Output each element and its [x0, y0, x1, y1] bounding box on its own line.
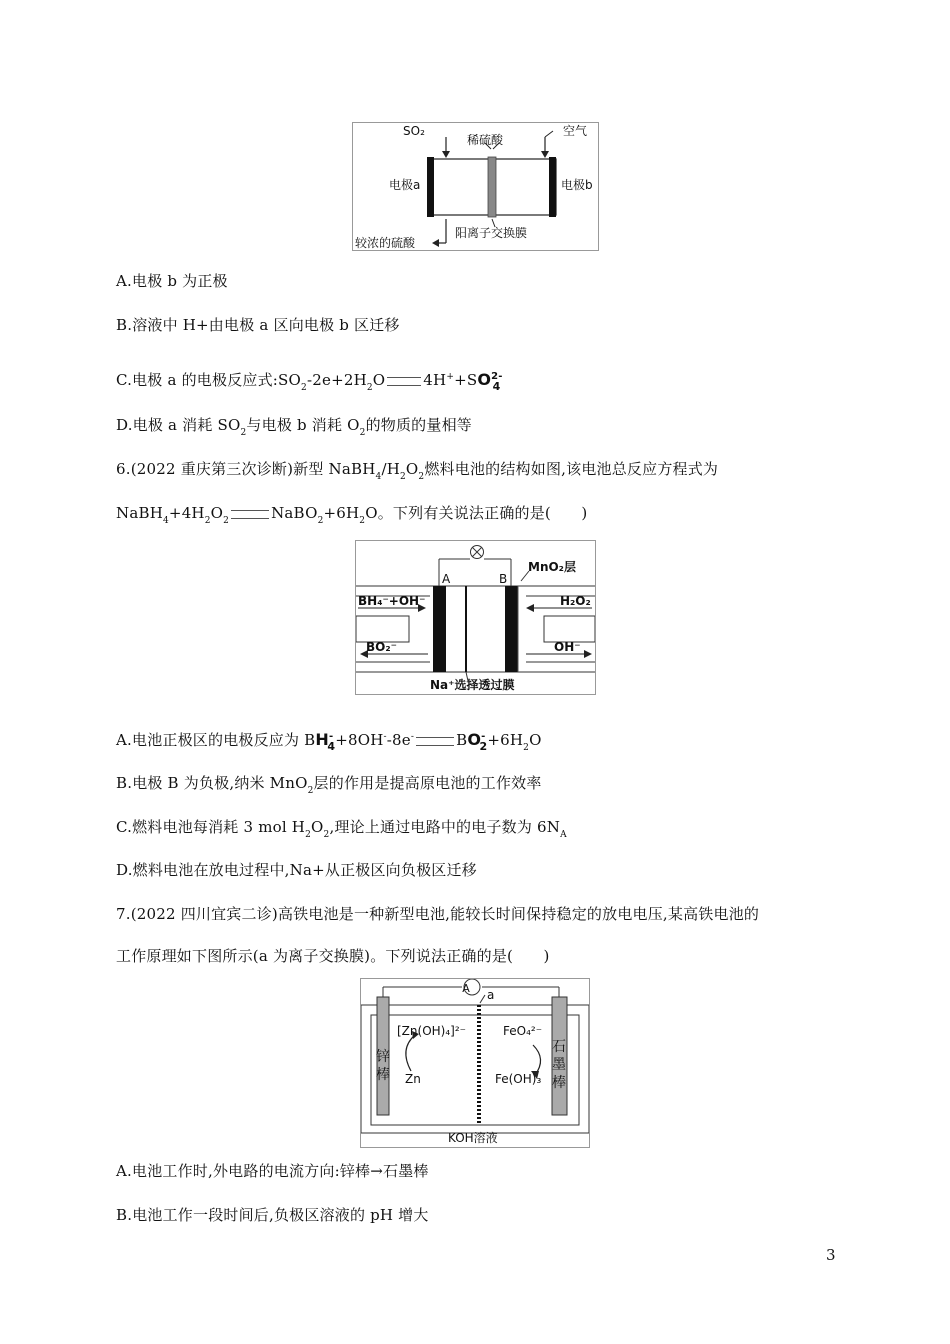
label-graphite-2: 墨 [552, 1057, 566, 1073]
label-electrode-a: 电极a [389, 178, 421, 192]
label-h2o2: H₂O₂ [560, 594, 591, 608]
label-concentrated-acid: 较浓的硫酸 [355, 236, 416, 250]
q7-option-b: B.电池工作一段时间后,负极区溶液的 pH 增大 [116, 1206, 429, 1224]
label-electrode-b: B [499, 572, 508, 586]
q6-option-d: D.燃料电池在放电过程中,Na+从正极区向负极区迁移 [116, 861, 477, 879]
label-dilute-acid: 稀硫酸 [467, 133, 504, 147]
label-koh: KOH溶液 [448, 1131, 498, 1145]
label-oh: OH⁻ [554, 640, 581, 654]
figure-so2-cell [352, 122, 599, 251]
label-feo4: FeO₄²⁻ [503, 1024, 543, 1038]
q5-option-b: B.溶液中 H+由电极 a 区向电极 b 区迁移 [116, 316, 400, 334]
label-feoh3: Fe(OH)₃ [495, 1072, 542, 1086]
q7-stem-line2: 工作原理如下图所示(a 为离子交换膜)。下列说法正确的是( ) [116, 947, 550, 965]
label-zinc-rod-2: 棒 [376, 1067, 390, 1083]
label-mno2-layer: MnO₂层 [528, 560, 576, 574]
figure-ferrate-cell [360, 978, 590, 1148]
page-number: 3 [826, 1246, 836, 1264]
label-electrode-b: 电极b [561, 178, 593, 192]
q6-option-b: B.电极 B 为负极,纳米 MnO$_2$层的作用是提高原电池的工作效率 [116, 774, 542, 796]
q6-equation: $NaBH_4+4H_2O_2$ $NaBO_2+6H_2O$。下列有关说法正确的是( ) [116, 504, 588, 526]
label-bo2: BO₂⁻ [366, 640, 397, 654]
q7-stem-line1: 7.(2022 四川宜宾二诊)高铁电池是一种新型电池,能较长时间保持稳定的放电电压,某高铁电池的 [116, 905, 760, 923]
q7-option-a: A.电池工作时,外电路的电流方向:锌棒→石墨棒 [116, 1162, 429, 1180]
q5-option-c: C.电极 a 的电极反应式$:SO_2-2e+2H_2O$ $4H^++SO^{2-}_4$ [116, 370, 503, 393]
label-electrode-a: A [442, 572, 451, 586]
q5-option-a: A.电极 b 为正极 [116, 272, 228, 290]
equals-sign [416, 737, 454, 746]
equals-sign [387, 377, 421, 386]
cation-membrane [488, 157, 496, 217]
label-membrane-a: a [487, 988, 495, 1002]
label-na-membrane: Na⁺选择透过膜 [430, 678, 515, 692]
figure-nabh4-cell-svg [356, 541, 595, 694]
label-cation-membrane: 阳离子交换膜 [455, 226, 528, 240]
electrode-a-bar [427, 157, 434, 217]
figure-so2-cell-svg [353, 123, 598, 250]
graphite-rod [552, 997, 567, 1115]
q6-option-a: A.电池正极区的电极反应为 $BH^-_4+8OH^--8e^-$ $BO^-_2+6H_2O$ [116, 730, 542, 753]
electrode-a-bar [433, 586, 446, 672]
label-air: 空气 [563, 124, 588, 138]
equals-sign [231, 510, 269, 519]
label-so2: SO₂ [403, 124, 425, 138]
figure-ferrate-cell-svg [361, 979, 589, 1147]
figure-nabh4-cell [355, 540, 596, 695]
label-ammeter: A [462, 982, 470, 995]
electrode-b-bar [549, 157, 556, 217]
label-graphite-3: 棒 [552, 1075, 566, 1091]
label-bh4-oh: BH₄⁻+OH⁻ [358, 594, 426, 608]
q6-option-c: C.燃料电池每消耗 3 mol $H_2O_2$,理论上通过电路中的电子数为 $6N_A$ [116, 818, 567, 840]
q5-option-d: D.电极 a 消耗 $SO_2$与电极 b 消耗 $O_2$的物质的量相等 [116, 416, 472, 438]
q6-stem-line1: 6.(2022 重庆第三次诊断)新型 $NaBH_4/H_2O_2$燃料电池的结构如图,该电池总反应方程式为 [116, 460, 719, 482]
label-zn: Zn [405, 1072, 421, 1086]
label-zn-oh4: [Zn(OH)₄]²⁻ [397, 1024, 466, 1038]
label-zinc-rod-1: 锌 [376, 1049, 390, 1065]
electrode-b-bar [505, 586, 518, 672]
label-graphite-1: 石 [552, 1039, 566, 1055]
